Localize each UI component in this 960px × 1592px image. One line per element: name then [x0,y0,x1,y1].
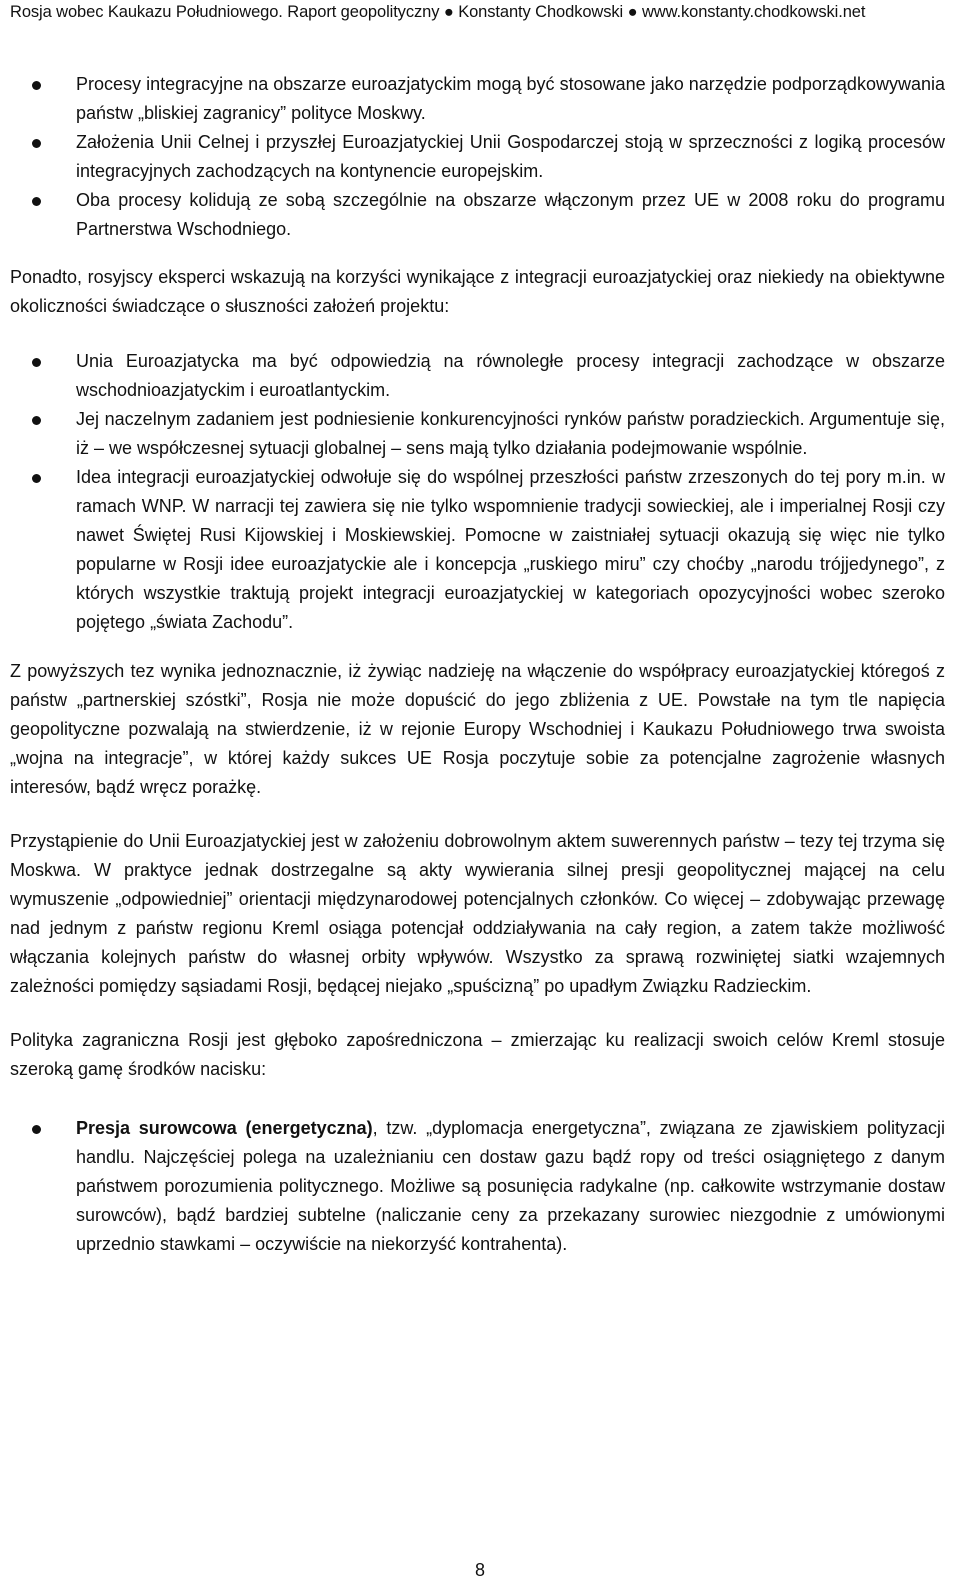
list-item-text: Oba procesy kolidują ze sobą szczególnie na obszarze włączonym przez UE w 2008 roku do programu Partnerstwa Wschodniego. [76,190,945,239]
list-item [10,347,945,405]
running-header: Rosja wobec Kaukazu Południowego. Raport geopolityczny ● Konstanty Chodkowski ● www.konstanty.chodkowski.net [10,3,866,21]
list-item-text: Jej naczelnym zadaniem jest podniesienie konkurencyjności rynków państw poradzieckich. Argumentuje się, iż – we współczesnej sytuacji globalnej – sens mają tylko działania podejmowanie wspólnie. [76,409,945,458]
spacer [10,802,945,827]
spacer [10,321,945,347]
list-item-text: Założenia Unii Celnej i przyszłej Euroazjatyckiej Unii Gospodarczej stoją w sprzeczności z logiką procesów integracyjnych zachodzących na kontynencie europejskim. [76,132,945,181]
list-item [10,70,945,128]
paragraph: Polityka zagraniczna Rosji jest głęboko zapośredniczona – zmierzając ku realizacji swoich celów Kreml stosuje szeroką gamę środków nacisku: [10,1030,945,1079]
list-item-text: , tzw. „dyplomacja energetyczna”, związana ze zjawiskiem polityzacji handlu. Najczęściej polega na uzależnianiu cen dostaw gazu bądź ropy od treści osiągniętego z danym państwem porozumienia politycznego. Możliwe są posunięcia radykalne (np. całkowite wstrzymanie dostaw surowców), bądź bardziej subtelne (naliczanie ceny za przekazany surowiec niezgodnie z umówionymi uprzednio stawkami – oczywiście na niekorzyść kontrahenta). [76,1118,945,1254]
list-item [10,128,945,186]
list-item-text: Idea integracji euroazjatyckiej odwołuje się do wspólnej przeszłości państw zrzeszonych do tej pory m.in. w ramach WNP. W narracji tej zawiera się nie tylko wspomnienie tradycji sowieckiej, ale i imperialnej Rosji czy nawet Świętej Rusi Kijowskiej i Moskiewskiej. Pomocne w zaistniałej sytuacji okazują się więc nie tylko popularne w Rosji idee euroazjatyckie ale i koncepcja „ruskiego miru” czy choćby „narodu trójjedynego”, z których wszystkie traktują projekt integracji euroazjatyckiej w kategoriach opozycyjności wobec szeroko pojętego „świata Zachodu”. [76,467,945,632]
bullet-icon [32,197,41,206]
list-item [10,463,945,637]
bullet-list-arguments [10,347,945,637]
document-body [10,70,945,1259]
list-item [10,405,945,463]
list-item-lead: Presja surowcowa (energetyczna) [76,1118,373,1138]
bullet-icon [32,1125,41,1134]
bullet-list-pressure-means [10,1114,945,1259]
paragraph: Przystąpienie do Unii Euroazjatyckiej jest w założeniu dobrowolnym aktem suwerennych państw – tezy tej trzyma się Moskwa. W praktyce jednak dostrzegalne są akty wywierania silnej presji geopolitycznej mającej na celu wymuszenie „odpowiedniej” orientacji międzynarodowej potencjalnych członków. Co więcej – zdobywając przewagę nad jednym z państw regionu Kreml osiąga potencjał oddziaływania na cały region, a zatem także możliwość włączania kolejnych państw do własnej orbity wpływów. Wszystko za sprawą rozwiniętej siatki wzajemnych zależności pomiędzy sąsiadami Rosji, będącej niejako „spuścizną” po upadłym Związku Radzieckim. [10,831,945,996]
bullet-icon [32,139,41,148]
page-number: 8 [474,1560,485,1580]
bullet-icon [32,81,41,90]
list-item-text: Unia Euroazjatycka ma być odpowiedzią na równoległe procesy integracji zachodzące w obszarze wschodnioazjatyckim i euroatlantyckim. [76,351,945,400]
bullet-icon [32,358,41,367]
paragraph: Ponadto, rosyjscy eksperci wskazują na korzyści wynikające z integracji euroazjatyckiej oraz niekiedy na obiektywne okoliczności świadczące o słuszności założeń projektu: [10,267,945,316]
spacer [10,1084,945,1114]
bullet-icon [32,474,41,483]
list-item-text: Procesy integracyjne na obszarze euroazjatyckim mogą być stosowane jako narzędzie podporządkowywania państw „bliskiej zagranicy” polityce Moskwy. [76,74,945,123]
list-item [10,1114,945,1259]
bullet-list-conclusions [10,70,945,244]
list-item [10,186,945,244]
bullet-icon [32,416,41,425]
spacer [10,1001,945,1026]
paragraph: Z powyższych tez wynika jednoznacznie, iż żywiąc nadzieję na włączenie do współpracy euroazjatyckiej któregoś z państw „partnerskiej szóstki”, Rosja nie może dopuścić do jego zbliżenia z UE. Powstałe na tym tle napięcia geopolityczne pozwalają na stwierdzenie, iż w rejonie Europy Wschodniej i Kaukazu Południowego trwa swoista „wojna na integracje”, w której każdy sukces UE Rosja poczytuje sobie za potencjalne zagrożenie własnych interesów, bądź wręcz porażkę. [10,661,945,797]
spacer [10,637,945,657]
spacer [10,244,945,263]
